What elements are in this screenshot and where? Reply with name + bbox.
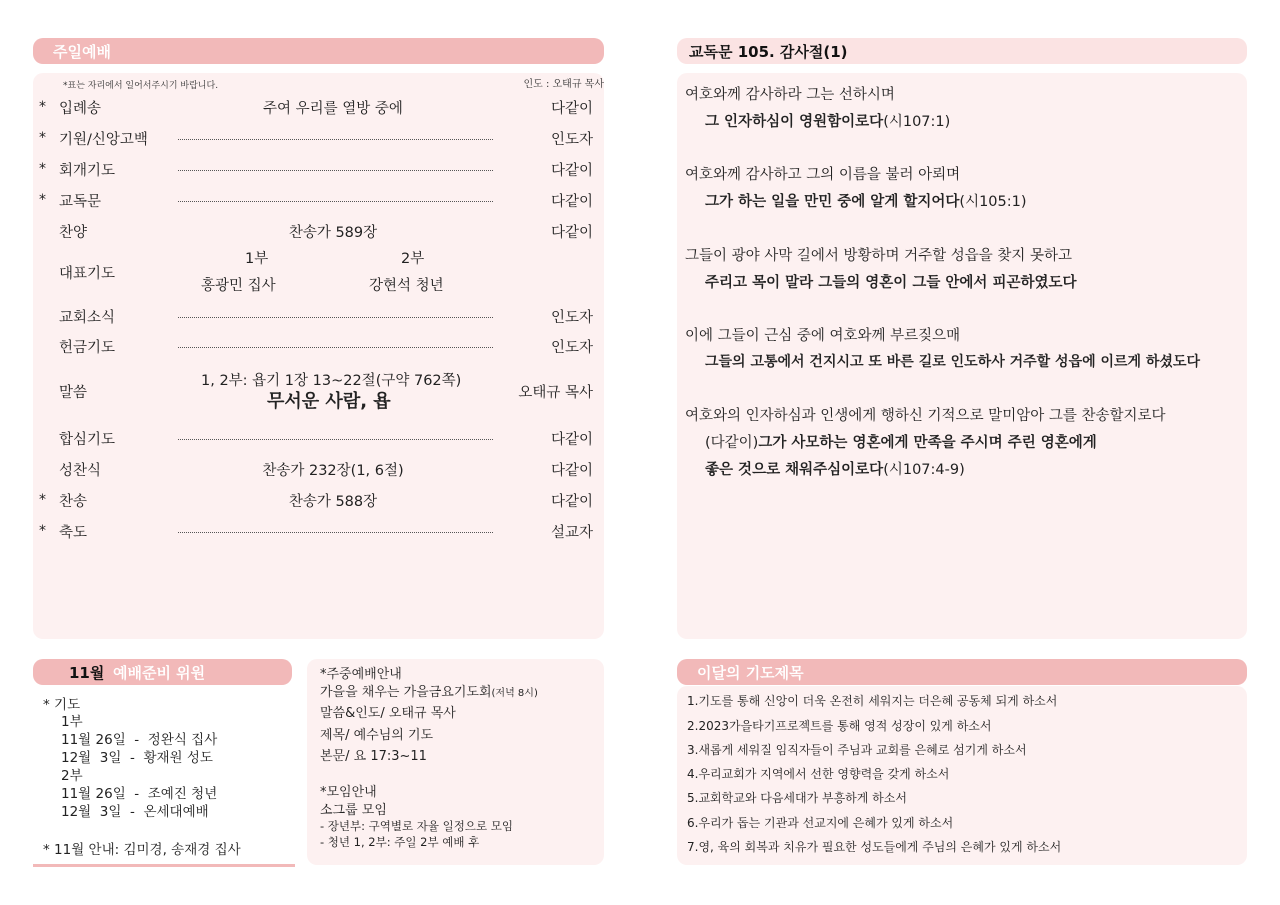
verse-line: 그들이 광야 사막 길에서 방황하며 거주할 성읍을 찾지 못하고 [685, 248, 1073, 264]
order-who: 다같이 [550, 163, 593, 179]
order-item: 합심기도 [59, 432, 116, 448]
order-who: 인도자 [550, 132, 593, 148]
order-item: 기원/신앙고백 [59, 132, 148, 148]
prayer-item: 7.영, 육의 회복과 치유가 필요한 성도들에게 주님의 은혜가 있게 하소서 [687, 840, 1062, 854]
part1-prayer-name: 홍광민 집사 [201, 278, 276, 294]
stand-mark: * [39, 130, 46, 146]
prep-block [33, 688, 295, 866]
order-who: 인도자 [550, 310, 593, 326]
stand-mark: * [39, 192, 46, 208]
order-detail: 찬송가 588장 [288, 494, 378, 510]
verse-line: 여호와의 인자하심과 인생에게 행하신 기적으로 말미암아 그를 찬송할지로다 [685, 408, 1166, 424]
order-item: 교독문 [59, 194, 102, 210]
verse-line: 주리고 목이 말라 그들의 영혼이 그들 안에서 피곤하였도다 [705, 275, 1077, 291]
worship-panel [33, 73, 604, 639]
responsive-header-title: 교독문 105. 감사절(1) [689, 43, 848, 61]
prayer-header-title: 이달의 기도제목 [697, 664, 804, 682]
order-item: 대표기도 [59, 266, 116, 282]
prayer-item: 5.교회학교와 다음세대가 부흥하게 하소서 [687, 791, 907, 805]
responsive-panel [677, 73, 1247, 639]
order-item: 회개기도 [59, 163, 116, 179]
order-item: 교회소식 [59, 310, 116, 326]
prep-header-title: 예배준비 위원 [113, 664, 206, 682]
part1-line1: 11월 26일 - 정완식 집사 [61, 732, 218, 748]
weekday-title: *주중예배안내 [320, 667, 402, 682]
stand-mark: * [39, 492, 46, 508]
notice-panel [307, 659, 604, 865]
part1-label: 1부 [245, 251, 269, 267]
order-detail: 찬송가 589장 [288, 225, 378, 241]
dotted-leader [178, 317, 493, 318]
verse-line: 그 인자하심이 영원함이로다(시107:1) [705, 114, 951, 130]
prayer-panel [677, 686, 1247, 865]
prayer-item: 6.우리가 돕는 기관과 선교지에 은혜가 있게 하소서 [687, 816, 954, 830]
part2-line1: 11월 26일 - 조예진 청년 [61, 786, 218, 802]
order-row-offering-prayer [33, 334, 603, 360]
part2-label: 2부 [401, 251, 425, 267]
verse-line: 여호와께 감사하고 그의 이름을 불러 아뢰며 [685, 167, 961, 183]
verse-line: 이에 그들이 근심 중에 여호와께 부르짖으매 [685, 328, 961, 344]
part2-prayer-name: 강현석 청년 [369, 278, 444, 294]
order-row-repentance [33, 157, 603, 183]
weekday-line4: 본문/ 요 17:3~11 [320, 749, 427, 764]
order-row-rep-prayer [33, 245, 603, 297]
order-detail: 찬송가 232장(1, 6절) [262, 463, 404, 479]
order-who: 다같이 [550, 101, 593, 117]
order-who: 다같이 [550, 225, 593, 241]
verse-line: (다같이)그가 사모하는 영혼에게 만족을 주시며 주린 영혼에게 [705, 435, 1097, 451]
order-row-entrance [33, 95, 603, 121]
prayer-item: 4.우리교회가 지역에서 선한 영향력을 갖게 하소서 [687, 767, 950, 781]
order-detail: 주여 우리를 열방 중에 [263, 101, 403, 117]
order-item: 찬송 [59, 494, 88, 510]
order-who: 다같이 [550, 194, 593, 210]
order-item: 찬양 [59, 225, 88, 241]
order-row-hymn [33, 488, 603, 514]
dotted-leader [178, 532, 493, 533]
prayer-label: * 기도 [43, 697, 81, 713]
weekday-line1: 가을을 채우는 가을금요기도회(저녁 8시) [320, 685, 538, 700]
dotted-leader [178, 170, 493, 171]
worship-leader: 인도 : 오태규 목사 [523, 79, 604, 90]
order-row-praise [33, 219, 603, 245]
prayer-item: 3.새롭게 세워질 임직자들이 주님과 교회를 은혜로 섬기게 하소서 [687, 743, 1027, 757]
november-guide: * 11월 안내: 김미경, 송재경 집사 [43, 842, 241, 858]
meeting-line2: - 장년부: 구역별로 자율 일정으로 모임 [320, 819, 513, 833]
preacher: 오태규 목사 [518, 385, 593, 401]
order-item: 말씀 [59, 385, 88, 401]
stand-mark: * [39, 99, 46, 115]
part2-line2: 12월 3일 - 온세대예배 [61, 804, 209, 820]
part2-heading: 2부 [61, 768, 83, 784]
order-row-benediction [33, 519, 603, 545]
order-row-responsive-reading [33, 188, 603, 214]
order-who: 다같이 [550, 463, 593, 479]
order-who: 인도자 [550, 340, 593, 356]
verse-line: 좋은 것으로 채워주심이로다(시107:4-9) [705, 462, 965, 478]
sermon-title: 무서운 사람, 욥 [267, 391, 391, 412]
order-row-sermon [33, 367, 603, 417]
order-row-unified-prayer [33, 426, 603, 452]
dotted-leader [178, 347, 493, 348]
stand-mark: * [39, 161, 46, 177]
prep-underline [33, 864, 295, 867]
prayer-header [677, 659, 1247, 685]
order-who: 설교자 [550, 525, 593, 541]
meeting-title: *모임안내 [320, 785, 377, 800]
prep-month: 11월 [69, 664, 105, 682]
dotted-leader [178, 439, 493, 440]
verse-line: 그가 하는 일을 만민 중에 알게 할지어다(시105:1) [705, 194, 1027, 210]
order-row-invocation [33, 126, 603, 152]
order-item: 축도 [59, 525, 88, 541]
weekday-line3: 제목/ 예수님의 기도 [320, 728, 434, 743]
stand-mark: * [39, 523, 46, 539]
verse-line: 여호와께 감사하라 그는 선하시며 [685, 87, 895, 103]
prep-header [33, 659, 292, 685]
order-item: 성찬식 [59, 463, 102, 479]
order-item: 입례송 [59, 101, 102, 117]
order-who: 다같이 [550, 494, 593, 510]
responsive-header [677, 38, 1247, 64]
order-row-communion [33, 457, 603, 483]
order-who: 다같이 [550, 432, 593, 448]
dotted-leader [178, 201, 493, 202]
order-item: 헌금기도 [59, 340, 116, 356]
verse-line: 그들의 고통에서 건지시고 또 바른 길로 인도하사 거주할 성읍에 이르게 하셨도다 [705, 354, 1201, 370]
prayer-item: 1.기도를 통해 신앙이 더욱 온전히 세워지는 더은혜 공동체 되게 하소서 [687, 694, 1058, 708]
weekday-line2: 말씀&인도/ 오태규 목사 [320, 706, 456, 721]
standing-note: *표는 자리에서 일어서주시기 바랍니다. [63, 81, 219, 91]
meeting-line3: - 청년 1, 2부: 주일 2부 예배 후 [320, 835, 480, 849]
worship-header [33, 38, 604, 64]
dotted-leader [178, 139, 493, 140]
worship-header-title: 주일예배 [53, 43, 111, 61]
prayer-item: 2.2023가을타기프로젝트를 통해 영적 성장이 있게 하소서 [687, 719, 992, 733]
part1-heading: 1부 [61, 714, 83, 730]
part1-line2: 12월 3일 - 황재원 성도 [61, 750, 213, 766]
sermon-scripture: 1, 2부: 욥기 1장 13~22절(구약 762쪽) [201, 373, 462, 389]
meeting-line1: 소그룹 모임 [320, 803, 387, 818]
order-row-church-news [33, 304, 603, 330]
